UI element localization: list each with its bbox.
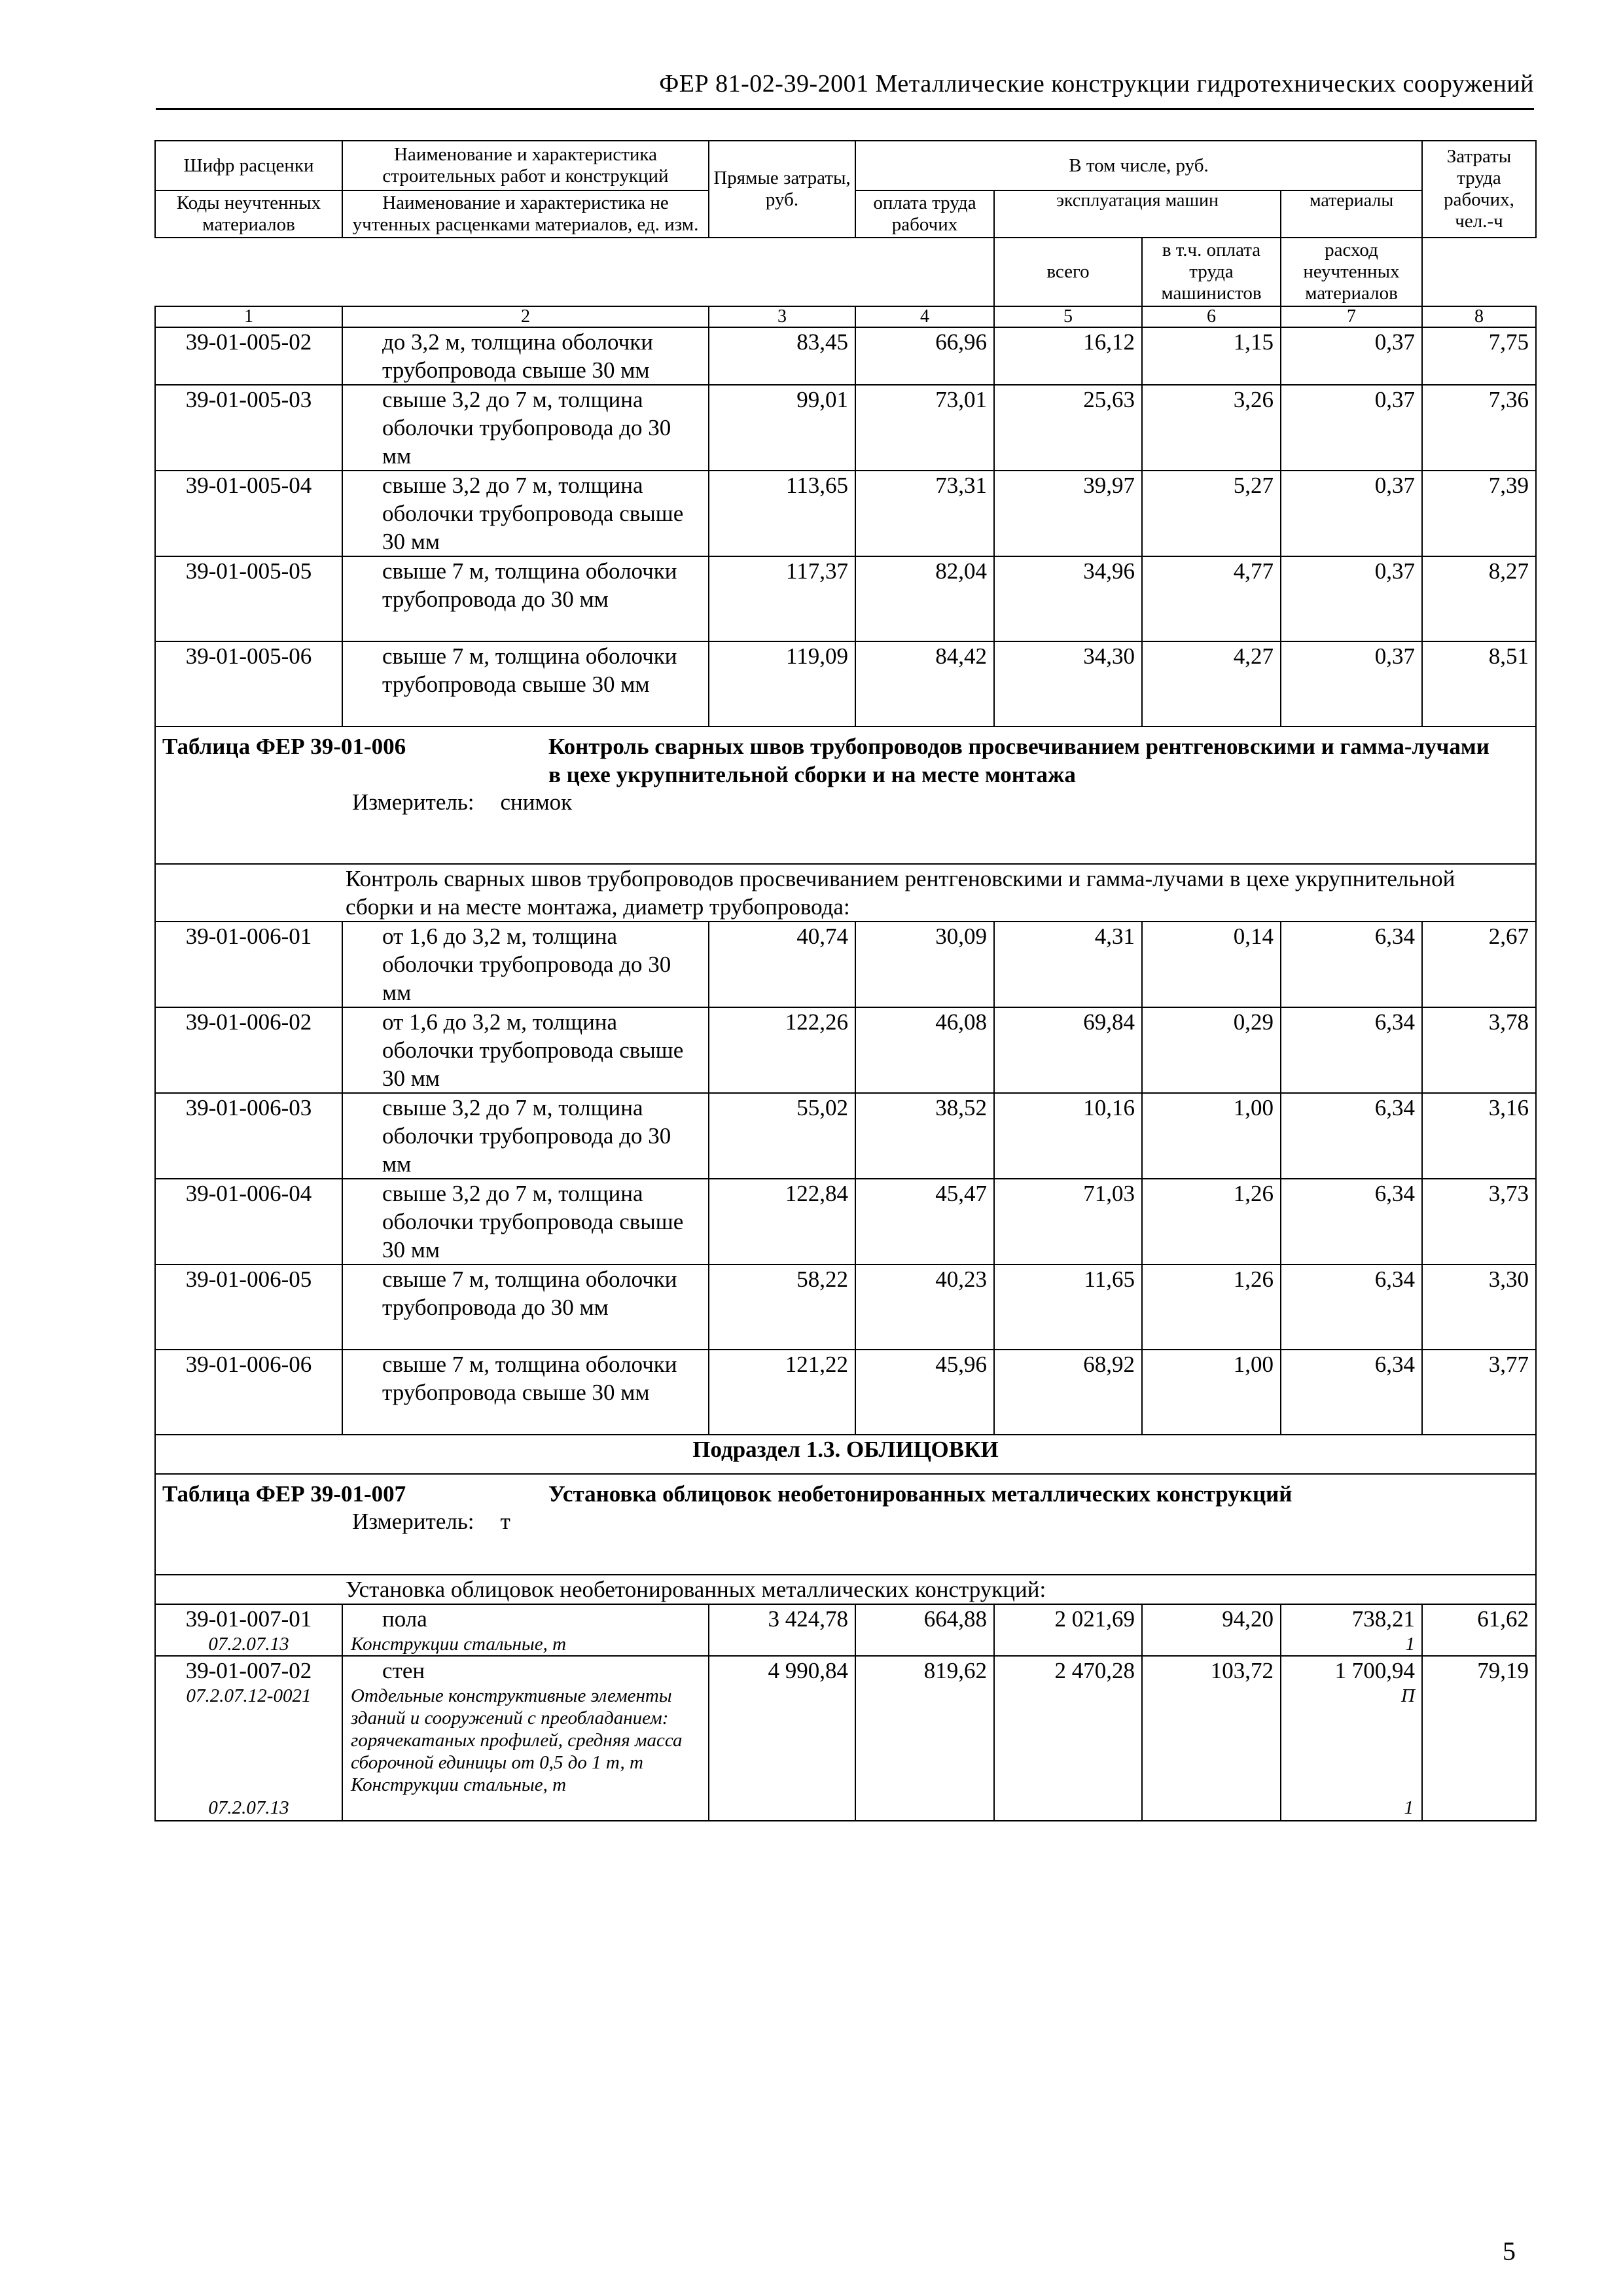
rate-name: стен [382, 1658, 425, 1683]
labor-hours: 61,62 [1422, 1604, 1536, 1656]
direct-costs: 40,74 [709, 922, 855, 1007]
operators-wages: 1,26 [1142, 1179, 1281, 1265]
header-labor-hours: Затраты труда рабочих, чел.-ч [1422, 141, 1536, 238]
material-quantity: П [1401, 1685, 1415, 1706]
machines-total: 16,12 [994, 327, 1142, 385]
column-number: 2 [342, 306, 709, 327]
labor-hours: 3,73 [1422, 1179, 1536, 1265]
direct-costs: 99,01 [709, 385, 855, 471]
meter-label: Измеритель: [352, 789, 474, 815]
labor-hours: 2,67 [1422, 922, 1536, 1007]
material-code: 07.2.07.13 [208, 1797, 289, 1818]
table-row [155, 471, 1536, 556]
materials-cost: 6,34 [1281, 1265, 1422, 1350]
labor-hours: 3,30 [1422, 1265, 1536, 1350]
machines-total: 71,03 [994, 1179, 1142, 1265]
table-description: Контроль сварных швов трубопроводов просвечиванием рентгеновскими и гамма-лучами в цехе укрупнительной сборки и на месте монтажа, диаметр трубопровода: [155, 864, 1536, 922]
meter-unit: т [500, 1509, 510, 1534]
meter-line [162, 789, 1529, 816]
table-row [155, 1604, 1536, 1656]
header-rule [156, 108, 1534, 110]
table-row [155, 1007, 1536, 1093]
column-number: 6 [1142, 306, 1281, 327]
meter-label: Измеритель: [352, 1509, 474, 1534]
table-label: Таблица ФЕР 39-01-006 [162, 734, 406, 759]
rate-name-cell [342, 1604, 709, 1656]
table-title: Установка облицовок необетонированных металлических конструкций [548, 1481, 1293, 1507]
rate-code-cell [155, 1656, 342, 1821]
rate-name: свыше 3,2 до 7 м, толщина оболочки трубопровода до 30 мм [342, 1093, 709, 1179]
operators-wages: 4,77 [1142, 556, 1281, 641]
materials-cell [1281, 1604, 1422, 1656]
material-name: Отдельные конструктивные элементы зданий и сооружений с преобладанием: горячекатаных профилей, средняя масса сборочной единицы от 0,5 до 1 т, т [351, 1685, 683, 1773]
labor-hours: 7,39 [1422, 471, 1536, 556]
materials-cost: 1 700,94 [1334, 1658, 1415, 1683]
direct-costs: 122,26 [709, 1007, 855, 1093]
table-row [155, 1350, 1536, 1435]
material-code: 07.2.07.12-0021 [186, 1685, 312, 1706]
labor-wages: 73,01 [855, 385, 994, 471]
column-number: 5 [994, 306, 1142, 327]
machines-total: 39,97 [994, 471, 1142, 556]
labor-hours: 3,77 [1422, 1350, 1536, 1435]
material-quantity: 1 [1404, 1797, 1414, 1818]
machines-total: 4,31 [994, 922, 1142, 1007]
header-materials: материалы [1281, 190, 1422, 238]
direct-costs: 3 424,78 [709, 1604, 855, 1656]
header-operators-wages: в т.ч. оплата труда машинистов [1142, 238, 1281, 306]
machines-total: 10,16 [994, 1093, 1142, 1179]
labor-wages: 46,08 [855, 1007, 994, 1093]
column-number: 7 [1281, 306, 1422, 327]
machines-total: 69,84 [994, 1007, 1142, 1093]
materials-cost: 0,37 [1281, 385, 1422, 471]
operators-wages: 4,27 [1142, 641, 1281, 726]
table-description: Установка облицовок необетонированных металлических конструкций: [155, 1575, 1536, 1604]
labor-wages: 30,09 [855, 922, 994, 1007]
header-including: В том числе, руб. [855, 141, 1422, 190]
direct-costs: 58,22 [709, 1265, 855, 1350]
materials-cost: 6,34 [1281, 1007, 1422, 1093]
rate-name-cell [342, 1656, 709, 1821]
labor-wages: 40,23 [855, 1265, 994, 1350]
material-code: 07.2.07.13 [208, 1634, 289, 1655]
materials-cost: 6,34 [1281, 1179, 1422, 1265]
direct-costs: 83,45 [709, 327, 855, 385]
labor-wages: 84,42 [855, 641, 994, 726]
rate-name: свыше 7 м, толщина оболочки трубопровода до 30 мм [342, 1265, 709, 1350]
rate-name: свыше 7 м, толщина оболочки трубопровода до 30 мм [342, 556, 709, 641]
table-title-block [155, 726, 1536, 864]
machines-total: 34,30 [994, 641, 1142, 726]
page-header: ФЕР 81-02-39-2001 Металлические конструкции гидротехнических сооружений [659, 70, 1534, 98]
materials-cost: 6,34 [1281, 922, 1422, 1007]
table-row [155, 1656, 1536, 1821]
materials-cost: 738,21 [1351, 1606, 1415, 1632]
direct-costs: 55,02 [709, 1093, 855, 1179]
labor-hours: 7,75 [1422, 327, 1536, 385]
table-row [155, 922, 1536, 1007]
direct-costs: 113,65 [709, 471, 855, 556]
rate-code: 39-01-006-04 [155, 1179, 342, 1265]
rate-code-cell [155, 1604, 342, 1656]
table-row [155, 327, 1536, 385]
labor-hours: 3,78 [1422, 1007, 1536, 1093]
page-number: 5 [1503, 2236, 1516, 2266]
operators-wages: 1,26 [1142, 1265, 1281, 1350]
operators-wages: 1,15 [1142, 327, 1281, 385]
direct-costs: 119,09 [709, 641, 855, 726]
rate-code: 39-01-005-05 [155, 556, 342, 641]
rates-table [154, 140, 1537, 1821]
direct-costs: 117,37 [709, 556, 855, 641]
material-quantity: 1 [1405, 1634, 1415, 1655]
machines-total: 11,65 [994, 1265, 1142, 1350]
operators-wages: 0,29 [1142, 1007, 1281, 1093]
rate-name: пола [382, 1606, 427, 1632]
column-number: 3 [709, 306, 855, 327]
rate-code: 39-01-006-05 [155, 1265, 342, 1350]
header-name: Наименование и характеристика строительных работ и конструкций [342, 141, 709, 190]
labor-wages: 45,47 [855, 1179, 994, 1265]
materials-cost: 6,34 [1281, 1093, 1422, 1179]
rate-code: 39-01-006-03 [155, 1093, 342, 1179]
machines-total: 25,63 [994, 385, 1142, 471]
operators-wages: 3,26 [1142, 385, 1281, 471]
table-row [155, 556, 1536, 641]
operators-wages: 0,14 [1142, 922, 1281, 1007]
table-row [155, 641, 1536, 726]
operators-wages: 1,00 [1142, 1350, 1281, 1435]
direct-costs: 4 990,84 [709, 1656, 855, 1821]
labor-wages: 38,52 [855, 1093, 994, 1179]
rate-code: 39-01-005-06 [155, 641, 342, 726]
rate-code: 39-01-006-01 [155, 922, 342, 1007]
labor-wages: 66,96 [855, 327, 994, 385]
labor-wages: 45,96 [855, 1350, 994, 1435]
header-labor-wages: оплата труда рабочих [855, 190, 994, 238]
table-row [155, 1179, 1536, 1265]
direct-costs: 121,22 [709, 1350, 855, 1435]
machines-total: 2 470,28 [994, 1656, 1142, 1821]
rate-code: 39-01-007-01 [185, 1606, 312, 1632]
rate-code: 39-01-005-02 [155, 327, 342, 385]
materials-cost: 6,34 [1281, 1350, 1422, 1435]
rate-name: свыше 7 м, толщина оболочки трубопровода свыше 30 мм [342, 641, 709, 726]
rate-code: 39-01-006-06 [155, 1350, 342, 1435]
operators-wages: 5,27 [1142, 471, 1281, 556]
header-direct-costs: Прямые затраты, руб. [709, 141, 855, 238]
table-row [155, 385, 1536, 471]
machines-total: 2 021,69 [994, 1604, 1142, 1656]
rate-code: 39-01-005-03 [155, 385, 342, 471]
header-code: Шифр расценки [155, 141, 342, 190]
labor-hours: 79,19 [1422, 1656, 1536, 1821]
labor-wages: 82,04 [855, 556, 994, 641]
header-machines-total: всего [994, 238, 1142, 306]
materials-cost: 0,37 [1281, 327, 1422, 385]
table-title-block [155, 1474, 1536, 1575]
machines-total: 34,96 [994, 556, 1142, 641]
material-name: Конструкции стальные, т [351, 1634, 567, 1655]
rate-code: 39-01-006-02 [155, 1007, 342, 1093]
labor-wages: 664,88 [855, 1604, 994, 1656]
header-material-names: Наименование и характеристика не учтенных расценками материалов, ед. изм. [342, 190, 709, 238]
rate-name: от 1,6 до 3,2 м, толщина оболочки трубопровода до 30 мм [342, 922, 709, 1007]
operators-wages: 94,20 [1142, 1604, 1281, 1656]
materials-cost: 0,37 [1281, 556, 1422, 641]
rate-code: 39-01-005-04 [155, 471, 342, 556]
materials-cost: 0,37 [1281, 641, 1422, 726]
labor-hours: 3,16 [1422, 1093, 1536, 1179]
labor-wages: 73,31 [855, 471, 994, 556]
labor-hours: 8,27 [1422, 556, 1536, 641]
rate-name: свыше 3,2 до 7 м, толщина оболочки трубопровода свыше 30 мм [342, 1179, 709, 1265]
header-unaccounted-materials: расход неучтенных материалов [1281, 238, 1422, 306]
rate-name: от 1,6 до 3,2 м, толщина оболочки трубопровода свыше 30 мм [342, 1007, 709, 1093]
column-number: 1 [155, 306, 342, 327]
machines-total: 68,92 [994, 1350, 1142, 1435]
column-number: 4 [855, 306, 994, 327]
table-title: Контроль сварных швов трубопроводов просвечиванием рентгеновскими и гамма-лучами в цехе укрупнительной сборки и на месте монтажа [548, 734, 1489, 787]
rate-code: 39-01-007-02 [185, 1658, 312, 1683]
labor-wages: 819,62 [855, 1656, 994, 1821]
direct-costs: 122,84 [709, 1179, 855, 1265]
table-label: Таблица ФЕР 39-01-007 [162, 1481, 406, 1507]
header-material-codes: Коды неучтенных материалов [155, 190, 342, 238]
rate-name: свыше 7 м, толщина оболочки трубопровода свыше 30 мм [342, 1350, 709, 1435]
rate-name: до 3,2 м, толщина оболочки трубопровода свыше 30 мм [342, 327, 709, 385]
subsection-title: Подраздел 1.3. ОБЛИЦОВКИ [155, 1435, 1536, 1474]
rate-name: свыше 3,2 до 7 м, толщина оболочки трубопровода свыше 30 мм [342, 471, 709, 556]
table-row [155, 1265, 1536, 1350]
labor-hours: 8,51 [1422, 641, 1536, 726]
meter-unit: снимок [500, 789, 573, 815]
column-number: 8 [1422, 306, 1536, 327]
table-row [155, 1093, 1536, 1179]
materials-cell [1281, 1656, 1422, 1821]
rate-name: свыше 3,2 до 7 м, толщина оболочки трубопровода до 30 мм [342, 385, 709, 471]
material-name: Конструкции стальные, т [351, 1774, 567, 1795]
header-machines: эксплуатация машин [994, 190, 1281, 238]
operators-wages: 1,00 [1142, 1093, 1281, 1179]
labor-hours: 7,36 [1422, 385, 1536, 471]
materials-cost: 0,37 [1281, 471, 1422, 556]
operators-wages: 103,72 [1142, 1656, 1281, 1821]
meter-line [162, 1508, 1529, 1535]
